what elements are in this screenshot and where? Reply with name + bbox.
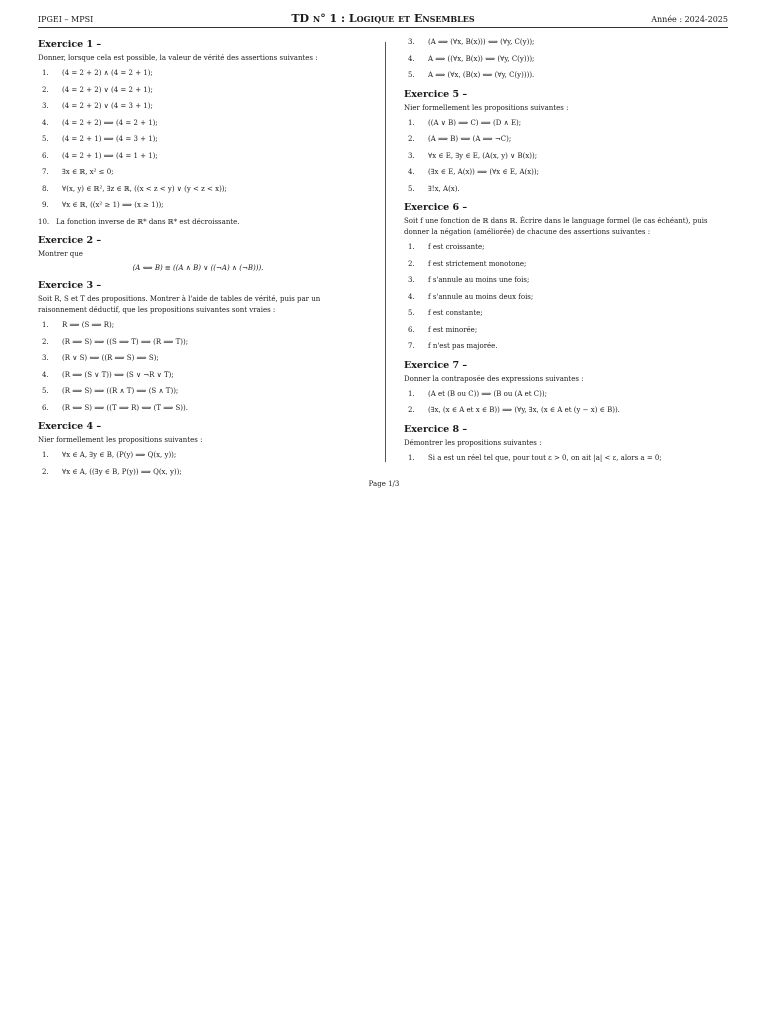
list-item [404,324,734,341]
item-text: A ⟹ ((∀x, B(x)) ⟺ (∀y, C(y))); [428,54,535,63]
list-item [38,319,358,336]
exercise-instruction: Soit R, S et T des propositions. Montrer à l'aide de tables de vérité, puis par un raisonnement déductif, que les propositions suivantes sont vraies : [38,295,321,314]
list-item [38,449,358,466]
list-item [38,166,358,183]
exercise-instruction: Montrer que [38,250,83,258]
list-item [404,274,734,291]
item-text: f s'annule au moins une fois; [428,276,530,284]
item-number: 2. [42,85,49,94]
item-number: 6. [42,403,49,412]
list-item [404,388,734,405]
list-item [38,183,358,200]
item-text: (R ⟺ S) ⟹ ((T ⟹ R) ⟺ (T ⟹ S)). [62,403,188,412]
item-text: (∃x ∈ E, A(x)) ⟹ (∀x ∈ E, A(x)); [428,168,539,176]
item-text: ((A ∨ B) ⟹ C) ⟹ (D ∧ E); [428,118,522,127]
exercise-block [38,280,358,418]
item-number: 4. [408,54,415,63]
exercise-list [404,388,734,421]
list-item [404,241,734,258]
item-number: 2. [42,467,49,476]
list-item [404,166,734,183]
item-number: 3. [408,38,415,46]
item-number: 4. [42,370,49,379]
item-number: 3. [42,354,49,362]
exercise-formula: (A ⟺ B) ≡ ((A ∧ B) ∨ ((¬A) ∧ (¬B))). [132,264,264,272]
exercise-list [404,117,734,200]
item-text: (A et (B ou C)) ⟹ (B ou (A et C)); [428,389,547,398]
list-item [38,352,358,369]
item-text: f n'est pas majorée. [428,342,498,350]
exercise-title: Exercice 1 – [38,39,102,50]
exercise-instruction: Nier formellement les propositions suivantes : [404,103,569,112]
exercise-title: Exercice 7 – [404,359,468,371]
list-item [38,67,358,84]
item-text: (R ⟹ S) ⟹ ((S ⟹ T) ⟹ (R ⟹ T)); [62,337,189,346]
list-item [38,150,358,167]
item-number: 4. [42,118,49,127]
item-number: 5. [408,184,415,193]
item-number: 9. [42,201,49,209]
item-number: 2. [42,337,49,346]
exercise-block [38,235,358,272]
item-number: 1. [42,451,49,459]
header-year: Année : 2024-2025 [651,15,728,24]
item-text: f s'annule au moins deux fois; [428,292,534,301]
list-item [38,133,358,150]
page-number: Page 1/3 [368,480,400,488]
exercise-block [38,421,358,482]
item-number: 7. [408,342,415,350]
list-item [38,100,358,117]
list-item [38,369,358,386]
item-text: f est croissante; [428,243,485,251]
item-number: 3. [408,276,415,284]
item-text: (A ⟹ (∀x, B(x))) ⟺ (∀y, C(y)); [428,38,535,46]
page-header [38,14,728,28]
item-text: ∀x ∈ ℝ, ((x² ≥ 1) ⟹ (x ≥ 1)); [62,201,164,209]
item-text: ∀x ∈ A, ∃y ∈ B, (P(y) ⟹ Q(x, y)); [62,451,177,459]
item-text: R ⟹ (S ⟹ R); [62,321,115,329]
list-item [38,117,358,134]
exercise-block [404,424,734,469]
exercise-title: Exercice 4 – [38,421,102,432]
item-number: 5. [408,71,415,79]
exercise-block [404,360,734,421]
item-text: A ⟹ (∀x, (B(x) ⟺ (∀y, C(y)))). [428,71,535,79]
list-item [404,340,734,357]
list-item [404,452,734,469]
item-number: 1. [408,453,415,462]
item-number: 4. [408,292,415,301]
list-item [38,336,358,353]
item-number: 1. [408,389,415,398]
item-text: (4 = 2 + 1) ⟹ (4 = 1 + 1); [62,151,158,160]
item-number: 6. [408,325,415,334]
exercise-title: Exercice 8 – [404,423,468,435]
item-number: 10. [38,217,50,226]
item-text: (4 = 2 + 1) ⟹ (4 = 3 + 1); [62,135,158,143]
item-text: ∀x ∈ E, ∃y ∈ E, (A(x, y) ∨ B(x)); [428,151,538,160]
item-text: (R ⟹ (S ∨ T)) ⟺ (S ∨ ¬R ∨ T); [62,370,174,379]
list-item [38,385,358,402]
exercise-instruction: Donner, lorsque cela est possible, la valeur de vérité des assertions suivantes : [38,54,318,62]
list-item [38,84,358,101]
exercise-list [404,36,734,86]
item-number: 2. [408,259,415,268]
list-item [404,150,734,167]
header-institution: IPGEI – MPSI [38,15,94,24]
item-number: 1. [408,118,415,127]
exercise-block [404,202,734,357]
exercise-title: Exercice 3 – [38,280,102,291]
exercise-title: Exercice 6 – [404,202,468,213]
item-text: (4 = 2 + 2) ∨ (4 = 3 + 1); [62,102,153,110]
list-item [404,69,734,86]
item-text: ∀(x, y) ∈ ℝ², ∃z ∈ ℝ, ((x < z < y) ∨ (y < z < x)); [62,184,227,193]
item-text: ∀x ∈ A, ((∃y ∈ B, P(y)) ⟹ Q(x, y)); [62,467,182,476]
exercise-instruction: Donner la contraposée des expressions suivantes : [404,374,584,383]
list-item [38,216,358,233]
item-number: 3. [42,102,49,110]
item-text: (A ⟹ B) ⟺ (A ⟹ ¬C); [428,135,512,143]
item-text: La fonction inverse de ℝ* dans ℝ* est décroissante. [56,217,240,226]
item-text: Si a est un réel tel que, pour tout ε > 0, on ait |a| < ε, alors a = 0; [428,453,662,462]
exercise-list [404,241,734,357]
item-number: 1. [408,243,415,251]
exercise-block [404,89,734,200]
item-text: (4 = 2 + 2) ⟹ (4 = 2 + 1); [62,118,158,127]
item-text: (4 = 2 + 2) ∨ (4 = 2 + 1); [62,85,153,94]
item-text: (R ⟹ S) ⟹ ((R ∧ T) ⟹ (S ∧ T)); [62,387,179,395]
exercise-instruction: Soit f une fonction de ℝ dans ℝ. Écrire dans le language formel (le cas échéant), puis donner la négation (améliorée) de chacune des assertions suivantes : [404,217,708,236]
item-number: 1. [42,321,49,329]
header-rule [38,27,728,28]
exercise-instruction: Nier formellement les propositions suivantes : [38,436,203,444]
item-text: f est minorée; [428,325,478,334]
item-text: (4 = 2 + 2) ∧ (4 = 2 + 1); [62,69,153,77]
list-item [404,117,734,134]
column-divider [385,42,386,462]
list-item [404,404,734,421]
exercise-block [404,36,734,86]
exercise-block [38,39,358,232]
list-item [404,183,734,200]
item-text: f est constante; [428,309,483,317]
item-number: 2. [408,135,415,143]
list-item [404,133,734,150]
item-text: (∃x, (x ∈ A et x ∈ B)) ⟹ (∀y, ∃x, (x ∈ A et (y − x) ∈ B)). [428,406,620,414]
item-number: 5. [42,387,49,395]
item-number: 3. [408,151,415,160]
item-text: ∃x ∈ ℝ, x² ≤ 0; [62,168,114,176]
item-number: 5. [408,309,415,317]
list-item [38,199,358,216]
item-number: 1. [42,69,49,77]
list-item [404,36,734,53]
item-number: 6. [42,151,49,160]
header-title: TD n° 1 : Logique et Ensembles [291,12,475,25]
list-item [404,307,734,324]
item-number: 4. [408,168,415,176]
exercise-instruction: Démontrer les propositions suivantes : [404,438,542,447]
exercise-list [38,67,358,232]
item-number: 8. [42,184,49,193]
exercise-title: Exercice 2 – [38,235,102,246]
exercise-title: Exercice 5 – [404,88,468,100]
item-number: 7. [42,168,49,176]
item-text: f est strictement monotone; [428,259,527,268]
item-text: (R ∨ S) ⟺ ((R ⟹ S) ⟹ S); [62,354,159,362]
list-item [404,258,734,275]
list-item [404,291,734,308]
list-item [404,53,734,70]
exercise-list [38,319,358,418]
list-item [38,402,358,419]
exercise-list [404,452,734,469]
right-column [404,36,734,471]
left-column [38,36,358,485]
item-text: ∃!x, A(x). [428,184,460,193]
item-number: 5. [42,135,49,143]
item-number: 2. [408,406,415,414]
exercise-list [38,449,358,482]
